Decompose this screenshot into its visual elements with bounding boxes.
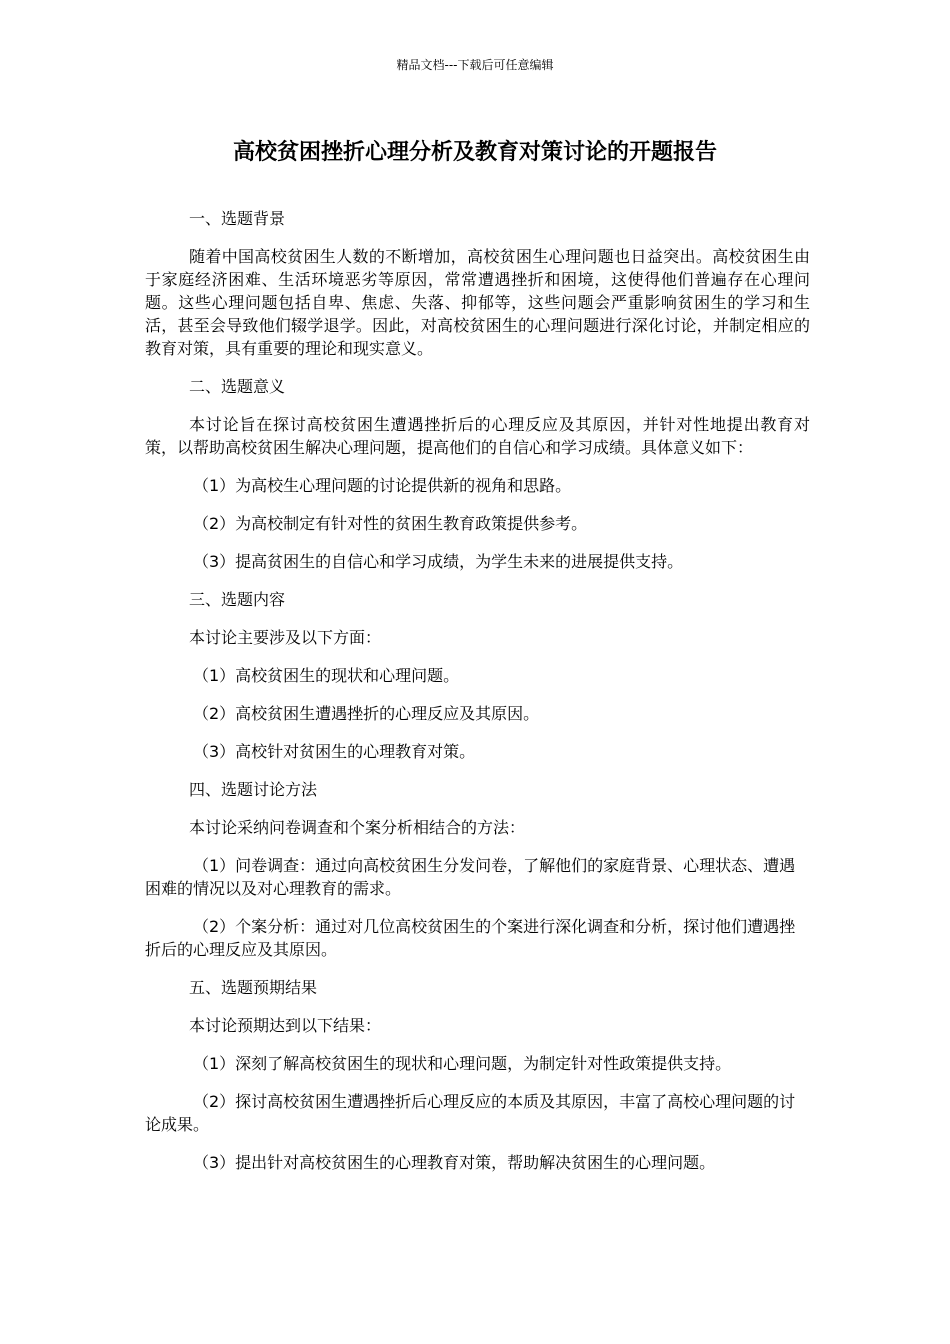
list-item: （2）为高校制定有针对性的贫困生教育政策提供参考。 <box>193 514 588 533</box>
list-item: （3）提高贫困生的自信心和学习成绩，为学生未来的进展提供支持。 <box>193 552 684 571</box>
list-item: （1）为高校生心理问题的讨论提供新的视角和思路。 <box>193 476 572 495</box>
section-heading-method: 四、选题讨论方法 <box>189 780 318 799</box>
section-heading-content: 三、选题内容 <box>189 590 286 609</box>
header-note: 精品文档---下载后可任意编辑 <box>396 58 554 72</box>
document-body <box>145 207 810 1174</box>
section-heading-background: 一、选题背景 <box>189 209 286 228</box>
list-item: （1）深刻了解高校贫困生的现状和心理问题，为制定针对性政策提供支持。 <box>193 1054 732 1073</box>
list-item: （1）问卷调查：通过向高校贫困生分发问卷，了解他们的家庭背景、心理状态、遭遇困难的情况以及对心理教育的需求。 <box>145 856 796 898</box>
list-item: （2）个案分析：通过对几位高校贫困生的个案进行深化调查和分析，探讨他们遭遇挫折后的心理反应及其原因。 <box>145 917 796 959</box>
section-heading-significance: 二、选题意义 <box>189 377 286 396</box>
paragraph-content-intro: 本讨论主要涉及以下方面： <box>189 628 382 647</box>
list-item: （3）高校针对贫困生的心理教育对策。 <box>193 742 476 761</box>
paragraph-significance: 本讨论旨在探讨高校贫困生遭遇挫折后的心理反应及其原因，并针对性地提出教育对策，以帮助高校贫困生解决心理问题，提高他们的自信心和学习成绩。具体意义如下： <box>145 415 810 457</box>
list-item: （2）高校贫困生遭遇挫折的心理反应及其原因。 <box>193 704 540 723</box>
paragraph-background: 随着中国高校贫困生人数的不断增加，高校贫困生心理问题也日益突出。高校贫困生由于家庭经济困难、生活环境恶劣等原因，常常遭遇挫折和困境，这使得他们普遍存在心理问题。这些心理问题包括自卑、焦虑、失落、抑郁等，这些问题会严重影响贫困生的学习和生活，甚至会导致他们辍学退学。因此，对高校贫困生的心理问题进行深化讨论，并制定相应的教育对策，具有重要的理论和现实意义。 <box>145 247 810 358</box>
paragraph-method-intro: 本讨论采纳问卷调查和个案分析相结合的方法： <box>189 818 526 837</box>
list-item: （1）高校贫困生的现状和心理问题。 <box>193 666 460 685</box>
paragraph-results-intro: 本讨论预期达到以下结果： <box>189 1016 382 1035</box>
list-item: （3）提出针对高校贫困生的心理教育对策，帮助解决贫困生的心理问题。 <box>193 1153 716 1172</box>
section-heading-results: 五、选题预期结果 <box>189 978 318 997</box>
list-item: （2）探讨高校贫困生遭遇挫折后心理反应的本质及其原因，丰富了高校心理问题的讨论成果。 <box>145 1092 796 1134</box>
document-title: 高校贫困挫折心理分析及教育对策讨论的开题报告 <box>232 140 717 165</box>
